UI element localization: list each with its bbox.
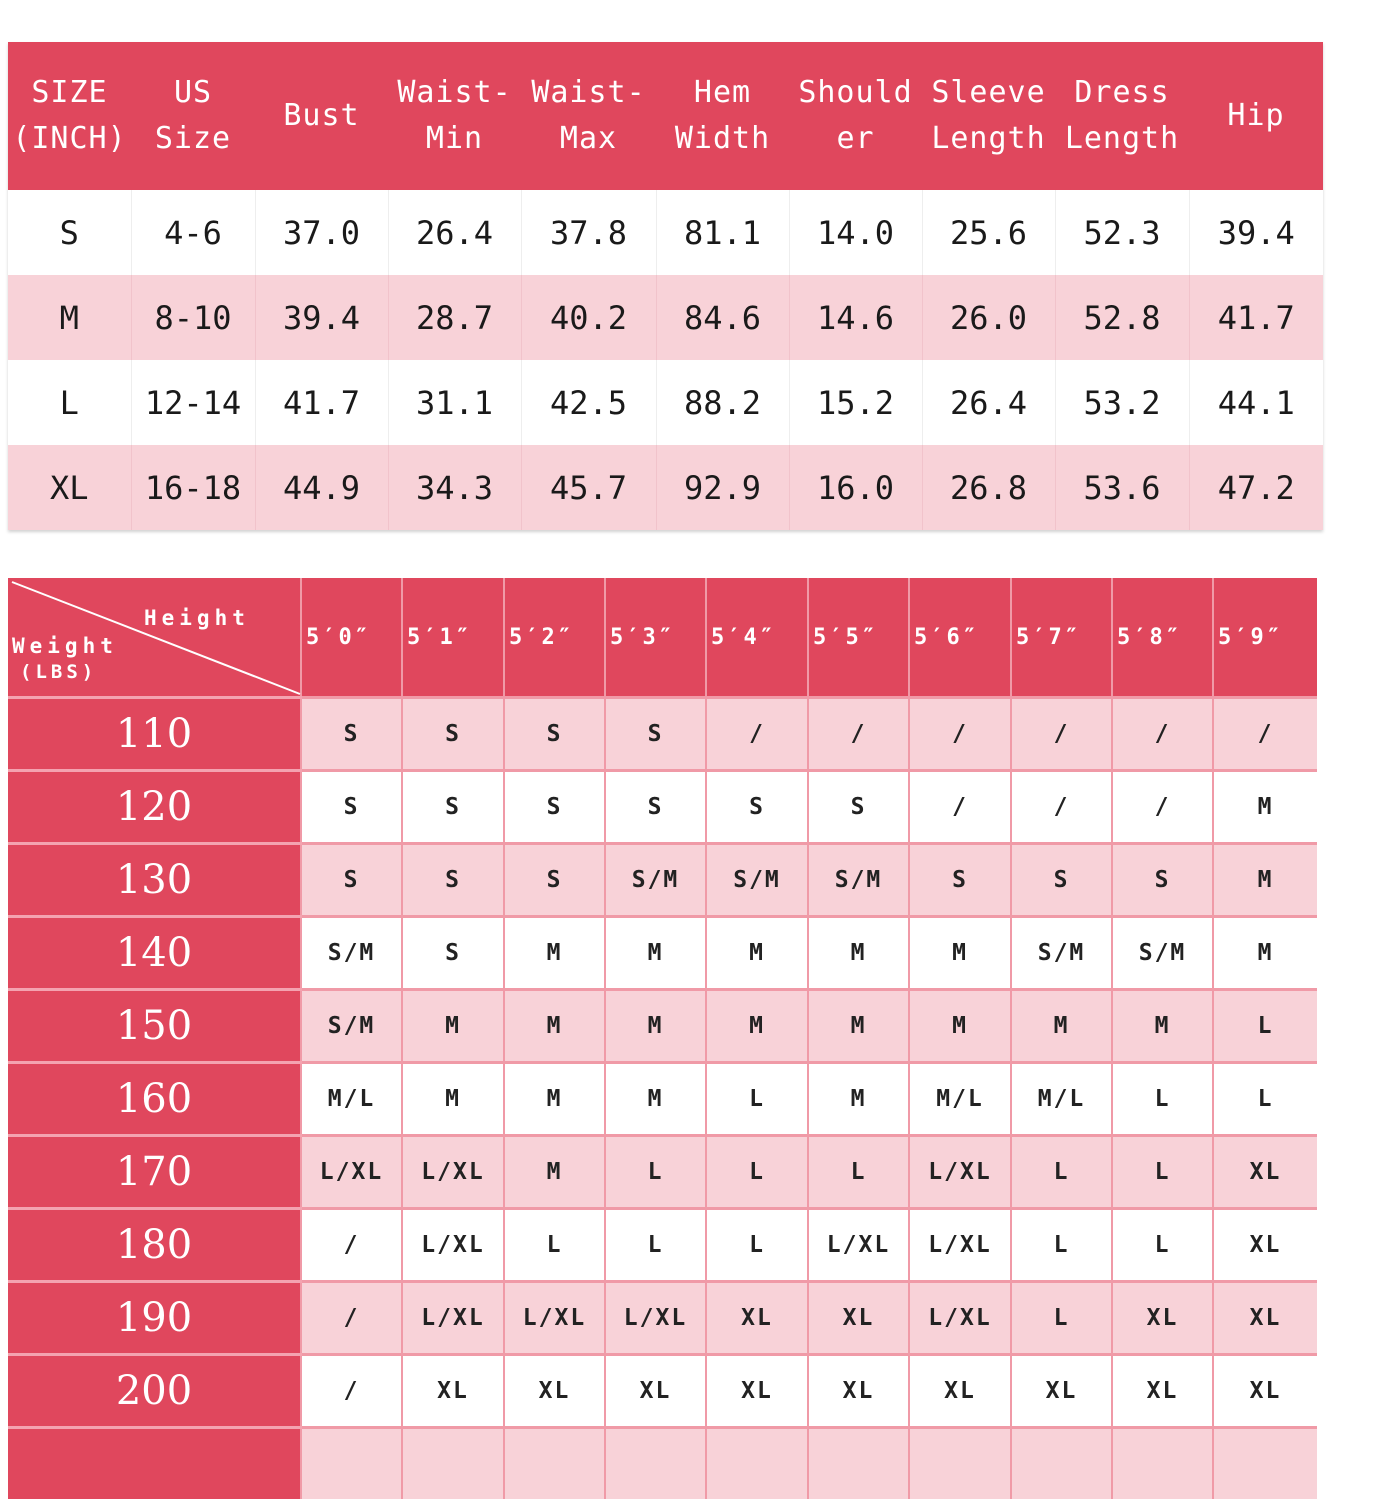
size-recommendation-cell: M/L — [301, 1063, 402, 1136]
size-recommendation-cell: L/XL — [402, 1282, 504, 1355]
weight-axis-label: Weight — [12, 634, 118, 658]
weight-unit-label: (LBS) — [20, 661, 97, 683]
size-recommendation-cell: M — [504, 1063, 605, 1136]
size-recommendation-cell: M — [504, 1136, 605, 1209]
size-recommendation-cell: L — [1011, 1136, 1112, 1209]
weight-label: 150 — [8, 990, 301, 1063]
size-recommendation-cell: L/XL — [909, 1209, 1011, 1282]
size-table-header-row — [8, 42, 1323, 190]
size-cell: 52.8 — [1055, 275, 1189, 360]
size-recommendation-cell: S — [504, 844, 605, 917]
weight-row — [8, 990, 1317, 1063]
column-header-dress-length: Dress Length — [1055, 42, 1189, 190]
size-recommendation-cell: M — [605, 990, 706, 1063]
size-recommendation-cell: / — [301, 1355, 402, 1428]
size-recommendation-cell: S — [808, 771, 909, 844]
size-cell: L — [8, 360, 131, 445]
size-recommendation-cell: / — [1112, 771, 1213, 844]
size-recommendation-cell — [808, 1428, 909, 1499]
size-cell: 44.1 — [1189, 360, 1323, 445]
weight-label: 180 — [8, 1209, 301, 1282]
size-recommendation-cell — [909, 1428, 1011, 1499]
height-column-header: 5′8″ — [1112, 578, 1213, 698]
size-recommendation-cell: S — [402, 844, 504, 917]
size-cell: 16-18 — [131, 445, 255, 530]
size-recommendation-cell: XL — [1213, 1136, 1317, 1209]
size-recommendation-cell: L — [504, 1209, 605, 1282]
size-cell: 26.4 — [922, 360, 1055, 445]
weight-label: 160 — [8, 1063, 301, 1136]
weight-row — [8, 1282, 1317, 1355]
height-column-header: 5′4″ — [706, 578, 808, 698]
size-recommendation-cell: XL — [909, 1355, 1011, 1428]
size-recommendation-cell: XL — [1011, 1355, 1112, 1428]
size-recommendation-cell: L — [1112, 1209, 1213, 1282]
size-recommendation-cell: L — [1011, 1209, 1112, 1282]
size-recommendation-cell: XL — [605, 1355, 706, 1428]
size-cell: 12-14 — [131, 360, 255, 445]
size-recommendation-cell — [1112, 1428, 1213, 1499]
size-recommendation-cell — [706, 1428, 808, 1499]
size-recommendation-cell: XL — [402, 1355, 504, 1428]
size-recommendation-cell: S — [402, 917, 504, 990]
weight-label — [8, 1428, 301, 1499]
weight-label: 140 — [8, 917, 301, 990]
size-recommendation-cell: S/M — [706, 844, 808, 917]
weight-row — [8, 1428, 1317, 1499]
size-recommendation-cell: S — [605, 698, 706, 771]
size-recommendation-cell: L — [1112, 1063, 1213, 1136]
size-cell: 41.7 — [1189, 275, 1323, 360]
size-recommendation-cell: XL — [1213, 1282, 1317, 1355]
size-recommendation-cell: L/XL — [605, 1282, 706, 1355]
height-column-header: 5′3″ — [605, 578, 706, 698]
size-recommendation-cell: M — [504, 917, 605, 990]
size-recommendation-cell: M — [402, 990, 504, 1063]
weight-row — [8, 771, 1317, 844]
corner-cell — [8, 578, 301, 698]
size-cell: 26.0 — [922, 275, 1055, 360]
size-recommendation-cell: S/M — [301, 990, 402, 1063]
column-header-waist-min: Waist- Min — [388, 42, 521, 190]
size-cell: S — [8, 190, 131, 275]
size-recommendation-cell: M — [808, 990, 909, 1063]
size-cell: 84.6 — [656, 275, 789, 360]
weight-row — [8, 1209, 1317, 1282]
size-recommendation-cell: XL — [808, 1282, 909, 1355]
size-recommendation-cell — [504, 1428, 605, 1499]
size-recommendation-cell: L — [1213, 1063, 1317, 1136]
size-recommendation-cell: S — [402, 771, 504, 844]
size-row — [8, 445, 1323, 530]
size-recommendation-cell: / — [1011, 771, 1112, 844]
size-recommendation-cell: M — [402, 1063, 504, 1136]
size-recommendation-cell: M — [1213, 771, 1317, 844]
weight-label: 170 — [8, 1136, 301, 1209]
size-recommendation-cell: XL — [1213, 1209, 1317, 1282]
size-recommendation-cell — [301, 1428, 402, 1499]
size-cell: 41.7 — [255, 360, 388, 445]
size-recommendation-cell: M — [808, 1063, 909, 1136]
height-column-header: 5′0″ — [301, 578, 402, 698]
size-recommendation-cell: M/L — [1011, 1063, 1112, 1136]
size-recommendation-cell: S/M — [808, 844, 909, 917]
size-recommendation-cell: S — [605, 771, 706, 844]
size-cell: 8-10 — [131, 275, 255, 360]
size-recommendation-cell: XL — [1112, 1282, 1213, 1355]
size-cell: XL — [8, 445, 131, 530]
size-recommendation-cell: / — [909, 698, 1011, 771]
size-cell: 14.6 — [789, 275, 922, 360]
size-cell: 14.0 — [789, 190, 922, 275]
size-recommendation-cell: / — [1213, 698, 1317, 771]
size-cell: M — [8, 275, 131, 360]
weight-row — [8, 917, 1317, 990]
column-header-hip: Hip — [1189, 42, 1323, 190]
height-weight-size-table — [8, 578, 1317, 1499]
size-recommendation-cell: L/XL — [909, 1136, 1011, 1209]
size-recommendation-cell: / — [706, 698, 808, 771]
size-cell: 15.2 — [789, 360, 922, 445]
size-recommendation-cell: S — [301, 844, 402, 917]
size-cell: 39.4 — [255, 275, 388, 360]
size-cell: 4-6 — [131, 190, 255, 275]
size-cell: 44.9 — [255, 445, 388, 530]
size-recommendation-cell: / — [808, 698, 909, 771]
weight-label: 200 — [8, 1355, 301, 1428]
size-recommendation-cell: L/XL — [909, 1282, 1011, 1355]
size-recommendation-cell: L — [808, 1136, 909, 1209]
size-recommendation-cell: / — [909, 771, 1011, 844]
size-recommendation-cell: L — [605, 1136, 706, 1209]
size-cell: 53.2 — [1055, 360, 1189, 445]
weight-row — [8, 1136, 1317, 1209]
size-recommendation-cell: XL — [706, 1282, 808, 1355]
size-recommendation-cell: XL — [1112, 1355, 1213, 1428]
size-recommendation-cell: L/XL — [504, 1282, 605, 1355]
size-cell: 37.8 — [521, 190, 656, 275]
size-recommendation-cell: M — [909, 990, 1011, 1063]
size-recommendation-cell: L/XL — [402, 1136, 504, 1209]
size-recommendation-cell: S — [301, 698, 402, 771]
weight-row — [8, 1355, 1317, 1428]
weight-row — [8, 698, 1317, 771]
size-recommendation-cell: M — [605, 1063, 706, 1136]
height-column-header: 5′6″ — [909, 578, 1011, 698]
size-recommendation-cell: S — [1112, 844, 1213, 917]
size-recommendation-cell — [402, 1428, 504, 1499]
column-header-shoulder: Should er — [789, 42, 922, 190]
size-cell: 25.6 — [922, 190, 1055, 275]
size-cell: 53.6 — [1055, 445, 1189, 530]
size-recommendation-cell: XL — [1213, 1355, 1317, 1428]
size-recommendation-cell: M/L — [909, 1063, 1011, 1136]
size-recommendation-cell: S — [706, 771, 808, 844]
weight-row — [8, 1063, 1317, 1136]
size-recommendation-cell: L/XL — [808, 1209, 909, 1282]
size-cell: 16.0 — [789, 445, 922, 530]
size-recommendation-cell: L — [1011, 1282, 1112, 1355]
weight-row — [8, 844, 1317, 917]
size-recommendation-cell: M — [1213, 917, 1317, 990]
weight-label: 130 — [8, 844, 301, 917]
height-axis-label: Height — [144, 606, 250, 630]
size-recommendation-cell: M — [808, 917, 909, 990]
size-recommendation-cell: XL — [706, 1355, 808, 1428]
size-recommendation-cell — [1011, 1428, 1112, 1499]
size-recommendation-cell: L — [1213, 990, 1317, 1063]
size-recommendation-cell: S — [1011, 844, 1112, 917]
size-cell: 40.2 — [521, 275, 656, 360]
column-header-us-size: US Size — [131, 42, 255, 190]
size-recommendation-cell — [605, 1428, 706, 1499]
size-cell: 26.8 — [922, 445, 1055, 530]
size-recommendation-cell: L/XL — [402, 1209, 504, 1282]
size-recommendation-cell: L — [706, 1063, 808, 1136]
size-recommendation-cell: M — [706, 990, 808, 1063]
height-column-header: 5′1″ — [402, 578, 504, 698]
size-cell: 26.4 — [388, 190, 521, 275]
size-recommendation-cell: / — [301, 1209, 402, 1282]
size-recommendation-cell: / — [1112, 698, 1213, 771]
size-recommendation-cell: M — [1011, 990, 1112, 1063]
column-header-size: SIZE (INCH) — [8, 42, 131, 190]
size-recommendation-cell: S/M — [605, 844, 706, 917]
size-cell: 88.2 — [656, 360, 789, 445]
size-recommendation-cell: S/M — [1011, 917, 1112, 990]
size-recommendation-cell: L/XL — [301, 1136, 402, 1209]
size-recommendation-cell: XL — [808, 1355, 909, 1428]
size-cell: 28.7 — [388, 275, 521, 360]
size-recommendation-cell: S — [504, 698, 605, 771]
height-header-row — [8, 578, 1317, 698]
size-recommendation-cell: / — [301, 1282, 402, 1355]
column-header-bust: Bust — [255, 42, 388, 190]
size-recommendation-cell: L — [706, 1209, 808, 1282]
size-recommendation-cell: L — [706, 1136, 808, 1209]
height-column-header: 5′7″ — [1011, 578, 1112, 698]
column-header-sleeve-length: Sleeve Length — [922, 42, 1055, 190]
size-cell: 45.7 — [521, 445, 656, 530]
size-recommendation-cell: M — [1112, 990, 1213, 1063]
size-recommendation-cell: S — [504, 771, 605, 844]
size-recommendation-cell: L — [605, 1209, 706, 1282]
size-recommendation-cell: S/M — [1112, 917, 1213, 990]
size-recommendation-cell — [1213, 1428, 1317, 1499]
size-recommendation-cell: M — [909, 917, 1011, 990]
size-row — [8, 360, 1323, 445]
height-column-header: 5′5″ — [808, 578, 909, 698]
size-measurement-table — [8, 42, 1323, 530]
size-recommendation-cell: S — [909, 844, 1011, 917]
size-recommendation-cell: XL — [504, 1355, 605, 1428]
size-cell: 37.0 — [255, 190, 388, 275]
size-cell: 47.2 — [1189, 445, 1323, 530]
size-cell: 42.5 — [521, 360, 656, 445]
size-recommendation-cell: M — [706, 917, 808, 990]
height-column-header: 5′9″ — [1213, 578, 1317, 698]
size-cell: 52.3 — [1055, 190, 1189, 275]
size-cell: 39.4 — [1189, 190, 1323, 275]
weight-label: 120 — [8, 771, 301, 844]
column-header-hem-width: Hem Width — [656, 42, 789, 190]
size-recommendation-cell: S — [402, 698, 504, 771]
size-recommendation-cell: M — [1213, 844, 1317, 917]
size-recommendation-cell: / — [1011, 698, 1112, 771]
size-recommendation-cell: S/M — [301, 917, 402, 990]
size-cell: 31.1 — [388, 360, 521, 445]
column-header-waist-max: Waist- Max — [521, 42, 656, 190]
weight-label: 110 — [8, 698, 301, 771]
size-cell: 81.1 — [656, 190, 789, 275]
size-recommendation-cell: L — [1112, 1136, 1213, 1209]
size-cell: 34.3 — [388, 445, 521, 530]
size-cell: 92.9 — [656, 445, 789, 530]
size-row — [8, 190, 1323, 275]
height-column-header: 5′2″ — [504, 578, 605, 698]
size-row — [8, 275, 1323, 360]
size-recommendation-cell: S — [301, 771, 402, 844]
weight-label: 190 — [8, 1282, 301, 1355]
size-recommendation-cell: M — [504, 990, 605, 1063]
size-recommendation-cell: M — [605, 917, 706, 990]
